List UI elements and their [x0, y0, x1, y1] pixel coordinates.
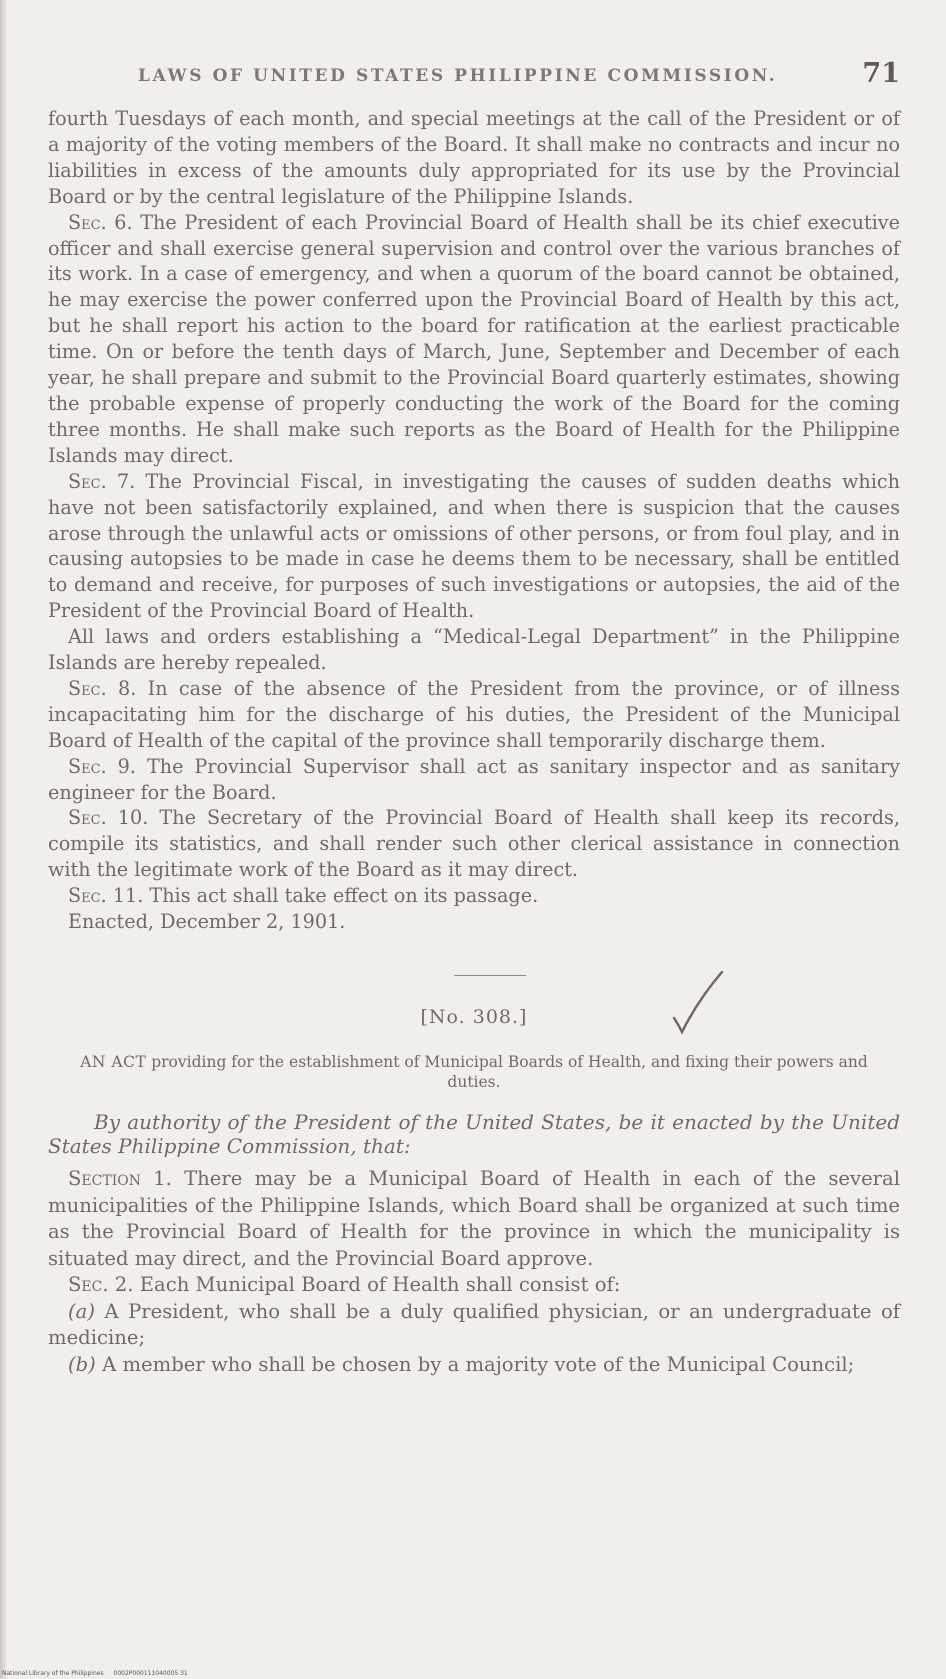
act-title-lead: AN ACT: [80, 1053, 147, 1071]
section-9: [48, 754, 900, 806]
clause-label: (a): [68, 1299, 95, 1323]
paragraph-text: The President of each Provincial Board of Health shall be its chief executive officer and shall exercise general supervision and control over the various branches of its work. In a case of emergency, and when a quorum of the board cannot be obtained, he may exercise the power conferred upon the Provincial Board of Health by this act, but he shall report his action to the board for ratification at the earliest practicable time. On or before the tenth days of March, June, September and December of each year, he shall prepare and submit to the Provincial Board quarterly estimates, showing the probable expense of properly conducting the work of the Board for the coming three months. He shall make such reports as the Board of Health for the Philippine Islands may direct.: [48, 210, 900, 467]
paragraph-text: The Provincial Supervisor shall act as sanitary inspector and as sanitary engineer for the Board.: [48, 754, 900, 804]
paragraph-text: A President, who shall be a duly qualified physician, or an undergraduate of medicine;: [48, 1299, 900, 1349]
section-label: Sec. 8.: [68, 676, 137, 700]
paragraph-text: Enacted, December 2, 1901.: [68, 910, 346, 934]
section-label: Section 1.: [68, 1167, 172, 1190]
scan-footer: [2, 1670, 196, 1677]
running-title: LAWS OF UNITED STATES PHILIPPINE COMMISSION.: [138, 66, 778, 86]
enacted-date: [48, 909, 900, 935]
checkmark-icon: [668, 970, 728, 1036]
section-label: Sec. 2.: [68, 1273, 134, 1296]
section-11: [48, 883, 900, 909]
enacting-clause: By authority of the President of the United States, be it enacted by the United States Philippine Commission, that:: [48, 1110, 900, 1158]
paragraph-text: This act shall take effect on its passage.: [143, 884, 539, 908]
paragraph-text: Each Municipal Board of Health shall consist of:: [133, 1273, 621, 1296]
clause-label: (b): [68, 1352, 96, 1376]
footer-code: 0002P000111040005 31: [113, 1670, 188, 1677]
section-10: [48, 805, 900, 883]
section-7: [48, 469, 900, 624]
paragraph-text: There may be a Municipal Board of Health in each of the several municipalities of the Philippine Islands, which Board shall be organized at such time as the Provincial Board of Health for the province in which the municipality is situated may direct, and the Provincial Board approve.: [48, 1167, 900, 1270]
paragraph-text: The Secretary of the Provincial Board of Health shall keep its records, compile its statistics, and shall render such other clerical assistance in connection with the legitimate work of the Board as it may direct.: [48, 806, 900, 882]
running-head: [48, 56, 900, 92]
clause-b: [48, 1352, 900, 1379]
paragraph-text: In case of the absence of the President from the province, or of illness incapacitating him for the discharge of his duties, the President of the Municipal Board of Health of the capital of the province shall temporarily discharge them.: [48, 676, 900, 752]
paragraph-text: fourth Tuesdays of each month, and special meetings at the call of the President or of a majority of the voting members of the Board. It shall make no contracts and incur no liabilities in excess of the amounts duly appropriated for its use by the Provincial Board or by the central legislature of the Philippine Islands.: [48, 107, 900, 208]
act-number-text: [No. 308.]: [420, 1006, 528, 1028]
section-2: [48, 1272, 900, 1299]
document-page: [48, 56, 900, 1378]
paragraph-text: The Provincial Fiscal, in investigating the causes of sudden deaths which have not been satisfactorily explained, and when there is suspicion that the causes arose through the unlawful acts or omissions of other persons, or from foul play, and in causing autopsies to be made in case he deems them to be necessary, shall be entitled to demand and receive, for purposes of such investigations or autopsies, the aid of the President of the Provincial Board of Health.: [48, 469, 900, 623]
section-1: [48, 1166, 900, 1272]
section-label: Sec. 6.: [68, 210, 133, 234]
section-label: Sec. 7.: [68, 469, 136, 493]
paragraph-text: A member who shall be chosen by a majority vote of the Municipal Council;: [95, 1352, 855, 1376]
section-label: Sec. 11.: [68, 884, 144, 908]
section-8: [48, 676, 900, 754]
act-title: [48, 1052, 900, 1092]
section-6: [48, 210, 900, 469]
page-number: 71: [862, 58, 900, 89]
paragraph-continuation: [48, 106, 900, 210]
act-title-text: providing for the establishment of Municipal Boards of Health, and fixing their powers and duties.: [146, 1053, 868, 1091]
footer-library: National Library of the Philippines: [2, 1670, 104, 1677]
section-label: Sec. 10.: [68, 806, 149, 830]
clause-a: [48, 1299, 900, 1352]
scan-edge: [0, 0, 8, 1679]
repeal-paragraph: [48, 624, 900, 676]
section-label: Sec. 9.: [68, 754, 136, 778]
paragraph-text: All laws and orders establishing a “Medical-Legal Department” in the Philippine Islands are hereby repealed.: [48, 625, 900, 675]
act-number: [48, 1006, 900, 1028]
section-divider: [454, 975, 526, 976]
